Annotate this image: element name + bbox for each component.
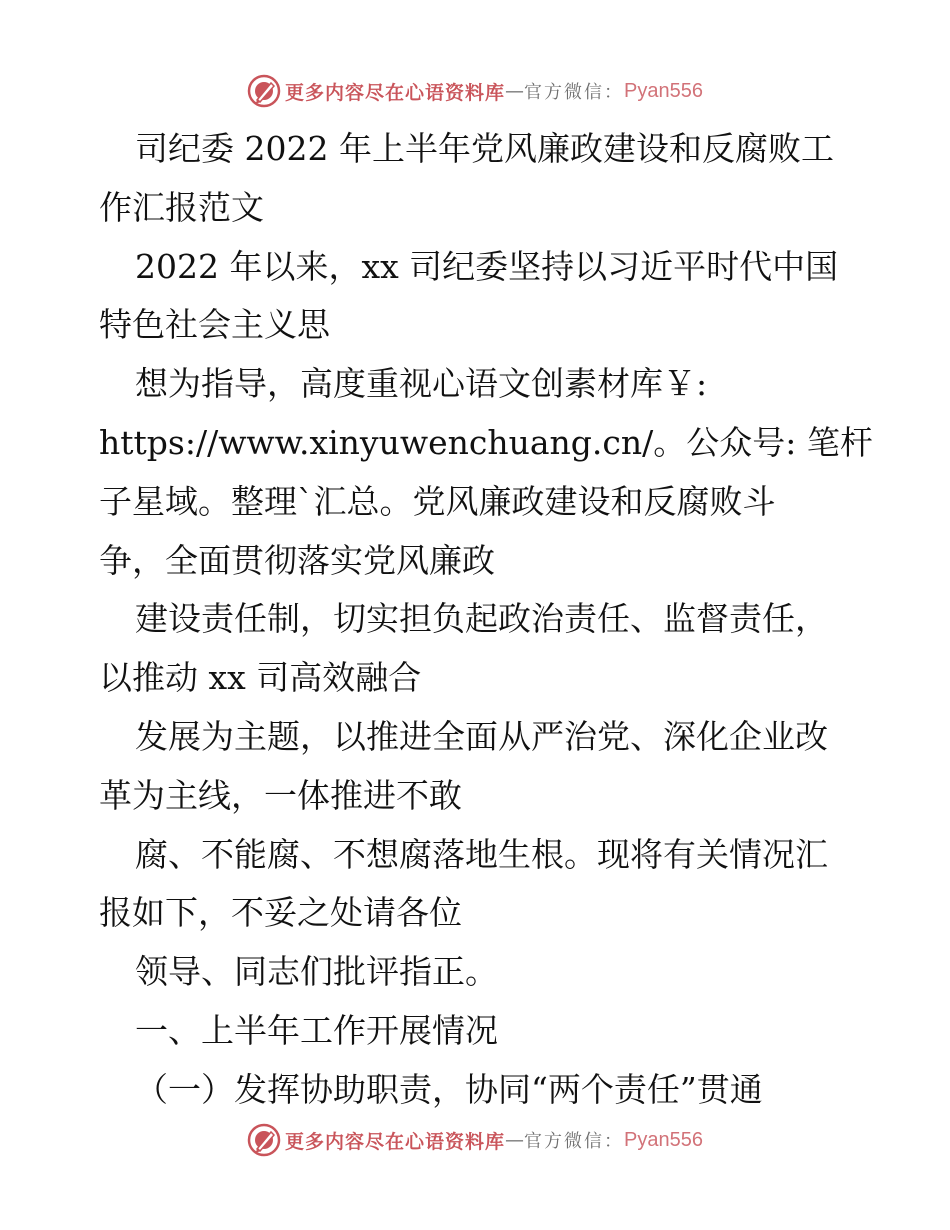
paragraph-line: 想为指导，高度重视心语文创素材库￥:	[135, 364, 708, 404]
section-heading: 一、上半年工作开展情况	[135, 1010, 498, 1050]
paragraph-line: 以推动 xx 司高效融合	[99, 658, 422, 698]
watermark-name: 更多内容尽在心语资料库	[285, 1130, 506, 1153]
watermark-footer	[0, 1120, 950, 1160]
watermark-name: 更多内容尽在心语资料库	[285, 81, 506, 104]
title-line-2: 作汇报范文	[99, 187, 264, 227]
watermark-handle: Pyan556	[624, 79, 703, 102]
paragraph-line: 腐、不能腐、不想腐落地生根。现将有关情况汇	[135, 834, 828, 874]
pen-logo-icon	[247, 1123, 281, 1157]
paragraph-line: 争，全面贯彻落实党风廉政	[99, 540, 495, 580]
paragraph-line: 革为主线，一体推进不敢	[99, 775, 462, 815]
paragraph-line: https://www.xinyuwenchuang.cn/。公众号: 笔杆	[99, 422, 873, 462]
paragraph-line: 2022 年以来，xx 司纪委坚持以习近平时代中国	[135, 246, 839, 286]
title-line-1: 司纪委 2022 年上半年党风廉政建设和反腐败工	[135, 129, 834, 168]
paragraph-line: 发展为主题，以推进全面从严治党、深化企业改	[135, 716, 828, 756]
watermark-account: 官方微信：	[524, 1131, 625, 1152]
watermark-separator: —	[505, 80, 525, 102]
paragraph-line: 子星域。整理`汇总。党风廉政建设和反腐败斗	[99, 481, 776, 521]
paragraph-line: 领导、同志们批评指正。	[135, 952, 498, 992]
paragraph-line: 报如下，不妥之处请各位	[99, 893, 462, 933]
document-body	[99, 120, 873, 1120]
watermark-separator: —	[505, 1129, 525, 1151]
pen-logo-icon	[247, 74, 281, 108]
watermark-header	[0, 71, 950, 111]
watermark-account: 官方微信：	[524, 82, 625, 103]
watermark-handle: Pyan556	[624, 1128, 703, 1151]
paragraph-line: 特色社会主义思	[99, 305, 330, 345]
subsection-heading: （一）发挥协助职责，协同“两个责任”贯通	[135, 1069, 763, 1109]
paragraph-line: 建设责任制，切实担负起政治责任、监督责任，	[135, 599, 828, 639]
